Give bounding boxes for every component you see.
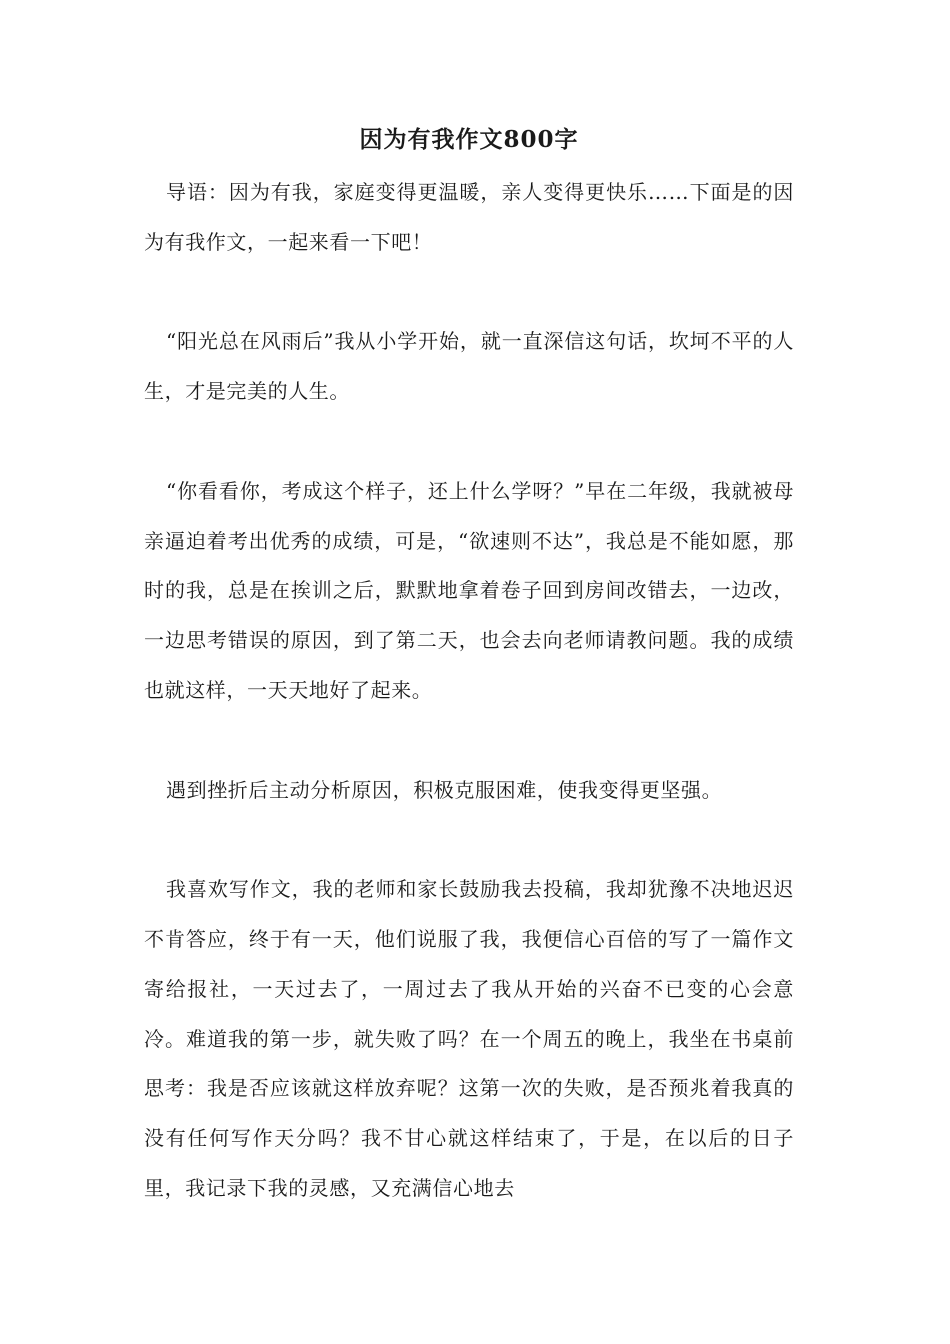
paragraph-spacer <box>144 716 794 766</box>
paragraph-intro: 导语：因为有我，家庭变得更温暖，亲人变得更快乐……下面是的因为有我作文，一起来看一下吧！ <box>144 180 794 254</box>
paragraph-sunshine: “阳光总在风雨后”我从小学开始，就一直深信这句话，坎坷不平的人生，才是完美的人生。 <box>144 329 794 404</box>
document-title: 因为有我作文800字 <box>359 126 579 153</box>
paragraph-spacer <box>144 815 794 865</box>
paragraph-setbacks: 遇到挫折后主动分析原因，积极克服困难，使我变得更坚强。 <box>166 777 723 802</box>
paragraph-spacer <box>144 417 794 467</box>
document-page <box>144 118 794 1214</box>
paragraph-spacer <box>144 268 794 318</box>
paragraph-writing: 我喜欢写作文，我的老师和家长鼓励我去投稿，我却犹豫不决地迟迟不肯答应，终于有一天，他们说服了我，我便信心百倍的写了一篇作文寄给报社，一天过去了，一周过去了我从开始的兴奋不已变的心会意冷。难道我的第一步，就失败了吗？在一个周五的晚上，我坐在书桌前思考：我是否应该就这样放弃呢？这第一次的失败，是否预兆着我真的没有任何写作天分吗？我不甘心就这样结束了，于是，在以后的日子里，我记录下我的灵感，又充满信心地去 <box>144 877 794 1200</box>
paragraph-grades: “你看看你，考成这个样子，还上什么学呀？”早在二年级，我就被母亲逼迫着考出优秀的成绩，可是，“欲速则不达”，我总是不能如愿，那时的我，总是在挨训之后，默默地拿着卷子回到房间改错去，一边改，一边思考错误的原因，到了第二天，也会去向老师请教问题。我的成绩也就这样，一天天地好了起来。 <box>144 478 794 702</box>
